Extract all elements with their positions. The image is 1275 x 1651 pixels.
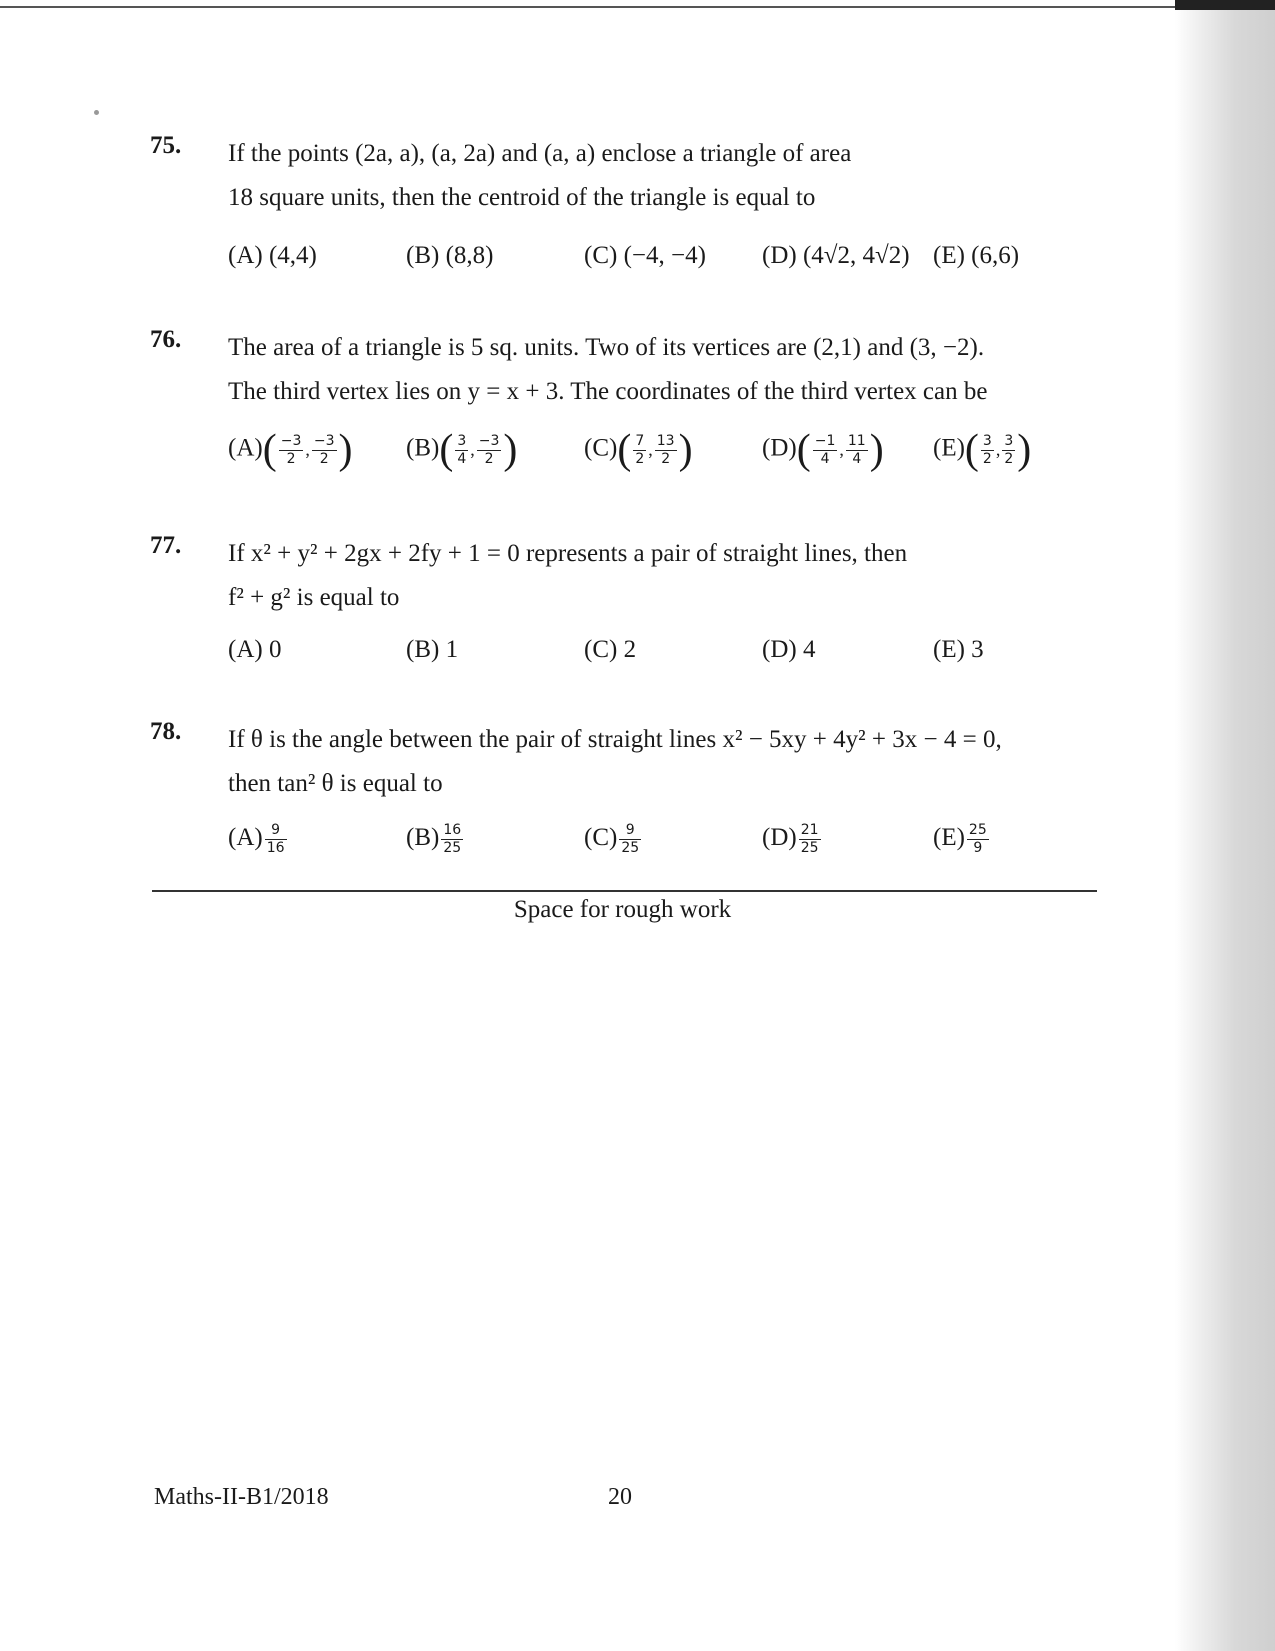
fraction xyxy=(455,433,468,468)
option-label: (A) xyxy=(228,242,263,269)
denominator: 2 xyxy=(484,450,494,467)
question-number: 77. xyxy=(150,532,182,559)
fraction xyxy=(279,433,304,468)
fraction xyxy=(799,822,821,857)
option-value: (6,6) xyxy=(971,242,1020,269)
numerator: 25 xyxy=(968,822,987,838)
question-line: f² + g² is equal to xyxy=(228,584,400,611)
options xyxy=(228,822,1088,882)
option-d[interactable] xyxy=(762,427,884,473)
denominator: 2 xyxy=(661,450,671,467)
option-label: (B) xyxy=(406,636,440,663)
question-75 xyxy=(150,132,1095,282)
fraction xyxy=(441,822,463,857)
options xyxy=(228,242,1088,302)
option-value: (−4, −4) xyxy=(623,242,706,269)
question-text xyxy=(228,326,1095,414)
denominator: 16 xyxy=(266,840,285,856)
option-value: 3 xyxy=(971,636,984,663)
top-border-line xyxy=(0,6,1175,8)
denominator: 4 xyxy=(852,450,862,467)
close-paren: ) xyxy=(503,427,518,473)
denominator: 9 xyxy=(973,840,983,856)
option-label: (C) xyxy=(584,434,618,462)
question-number: 76. xyxy=(150,326,182,353)
option-e[interactable] xyxy=(933,822,991,857)
option-label: (C) xyxy=(584,824,618,852)
option-label: (D) xyxy=(762,636,797,663)
fraction xyxy=(633,433,646,468)
option-label: (E) xyxy=(933,636,965,663)
options xyxy=(228,636,1088,696)
option-value: (4√2, 4√2) xyxy=(802,242,910,269)
numerator: −1 xyxy=(814,432,836,449)
denominator: 4 xyxy=(820,450,830,467)
option-e[interactable] xyxy=(933,242,1019,270)
options xyxy=(228,427,1088,490)
option-c[interactable] xyxy=(584,636,636,664)
denominator: 2 xyxy=(635,450,645,467)
fraction xyxy=(981,433,994,468)
comma: , xyxy=(305,439,310,460)
fraction xyxy=(655,433,677,468)
question-text xyxy=(228,718,1095,806)
option-d[interactable] xyxy=(762,822,823,857)
question-line: 18 square units, then the centroid of the triangle is equal to xyxy=(228,184,816,211)
option-label: (E) xyxy=(933,824,965,852)
close-paren: ) xyxy=(1017,427,1032,473)
numerator: 13 xyxy=(656,432,675,449)
comma: , xyxy=(648,439,653,460)
option-label: (D) xyxy=(762,824,797,852)
question-78 xyxy=(150,718,1095,878)
option-a[interactable] xyxy=(228,427,353,473)
page-number: 20 xyxy=(608,1484,632,1510)
open-paren: ( xyxy=(796,427,811,473)
option-label: (B) xyxy=(406,242,440,269)
rough-work-label: Space for rough work xyxy=(513,896,732,923)
option-a[interactable] xyxy=(228,822,289,857)
numerator: 11 xyxy=(847,432,866,449)
denominator: 25 xyxy=(443,840,462,856)
close-paren: ) xyxy=(869,427,884,473)
numerator: 9 xyxy=(619,822,641,840)
option-d[interactable] xyxy=(762,636,815,664)
numerator: 21 xyxy=(800,822,819,838)
option-b[interactable] xyxy=(406,822,465,857)
denominator: 25 xyxy=(800,840,819,856)
scan-corner-shadow xyxy=(1175,0,1275,10)
option-value: 0 xyxy=(268,636,282,663)
option-value: (8,8) xyxy=(445,242,494,269)
question-line: The area of a triangle is 5 sq. units. Two of its vertices are (2,1) and (3, −2). xyxy=(228,334,985,361)
denominator: 2 xyxy=(1004,450,1014,467)
question-line: If the points (2a, a), (a, 2a) and (a, a) enclose a triangle of area xyxy=(228,140,852,167)
question-76 xyxy=(150,326,1095,496)
option-label: (A) xyxy=(228,636,263,663)
option-label: (A) xyxy=(228,434,263,462)
scan-edge-shadow xyxy=(1175,0,1275,1651)
option-value: 4 xyxy=(802,636,816,663)
question-line: If x² + y² + 2gx + 2fy + 1 = 0 represents a pair of straight lines, then xyxy=(228,540,908,567)
option-d[interactable] xyxy=(762,242,910,270)
option-b[interactable] xyxy=(406,242,493,270)
numerator: −3 xyxy=(280,432,302,449)
question-line: If θ is the angle between the pair of straight lines x² − 5xy + 4y² + 3x − 4 = 0, xyxy=(228,726,1002,753)
comma: , xyxy=(995,439,1001,460)
option-e[interactable] xyxy=(933,427,1032,473)
close-paren: ) xyxy=(678,427,693,473)
question-line: The third vertex lies on y = x + 3. The coordinates of the third vertex can be xyxy=(228,378,988,405)
option-a[interactable] xyxy=(228,242,317,270)
numerator: 3 xyxy=(457,432,467,449)
option-value: 2 xyxy=(623,636,637,663)
option-value: (4,4) xyxy=(268,242,317,269)
option-label: (E) xyxy=(933,242,965,269)
denominator: 25 xyxy=(621,840,640,856)
option-label: (B) xyxy=(406,434,440,462)
question-number: 75. xyxy=(150,132,182,159)
denominator: 2 xyxy=(982,450,992,467)
comma: , xyxy=(470,439,475,460)
option-label: (D) xyxy=(762,434,797,462)
paper-code: Maths-II-B1/2018 xyxy=(154,1484,329,1510)
option-value: 1 xyxy=(445,636,459,663)
question-text xyxy=(228,132,1095,220)
open-paren: ( xyxy=(617,427,632,473)
option-e[interactable] xyxy=(933,636,984,664)
open-paren: ( xyxy=(262,427,277,473)
denominator: 2 xyxy=(319,450,329,467)
fraction xyxy=(846,433,868,468)
numerator: 9 xyxy=(265,822,287,840)
numerator: 16 xyxy=(443,822,462,838)
close-paren: ) xyxy=(338,427,353,473)
option-label: (A) xyxy=(228,824,263,852)
comma: , xyxy=(839,439,844,460)
option-a[interactable] xyxy=(228,636,281,664)
option-b[interactable] xyxy=(406,427,518,473)
option-label: (E) xyxy=(933,434,965,462)
numerator: 3 xyxy=(1004,432,1014,449)
open-paren: ( xyxy=(964,427,979,473)
option-label: (D) xyxy=(762,242,797,269)
option-label: (C) xyxy=(584,636,618,663)
fraction xyxy=(813,433,838,468)
fraction xyxy=(967,822,989,857)
denominator: 4 xyxy=(457,450,467,467)
numerator: 3 xyxy=(982,432,992,449)
option-label: (C) xyxy=(584,242,618,269)
fraction xyxy=(265,822,287,857)
option-label: (B) xyxy=(406,824,440,852)
question-77 xyxy=(150,532,1095,672)
fraction xyxy=(619,822,641,857)
question-text xyxy=(228,532,1095,620)
option-b[interactable] xyxy=(406,636,458,664)
numerator: −3 xyxy=(313,432,335,449)
numerator: 7 xyxy=(635,432,645,449)
rough-work-divider xyxy=(152,890,1097,892)
option-c[interactable] xyxy=(584,822,643,857)
fraction xyxy=(1002,433,1015,468)
open-paren: ( xyxy=(439,427,454,473)
numerator: −3 xyxy=(478,432,500,449)
option-c[interactable] xyxy=(584,427,693,473)
option-c[interactable] xyxy=(584,242,706,270)
scan-speck xyxy=(94,110,99,115)
fraction xyxy=(477,433,502,468)
question-line: then tan² θ is equal to xyxy=(228,770,443,797)
denominator: 2 xyxy=(286,450,296,467)
question-number: 78. xyxy=(150,718,182,745)
fraction xyxy=(312,433,337,468)
